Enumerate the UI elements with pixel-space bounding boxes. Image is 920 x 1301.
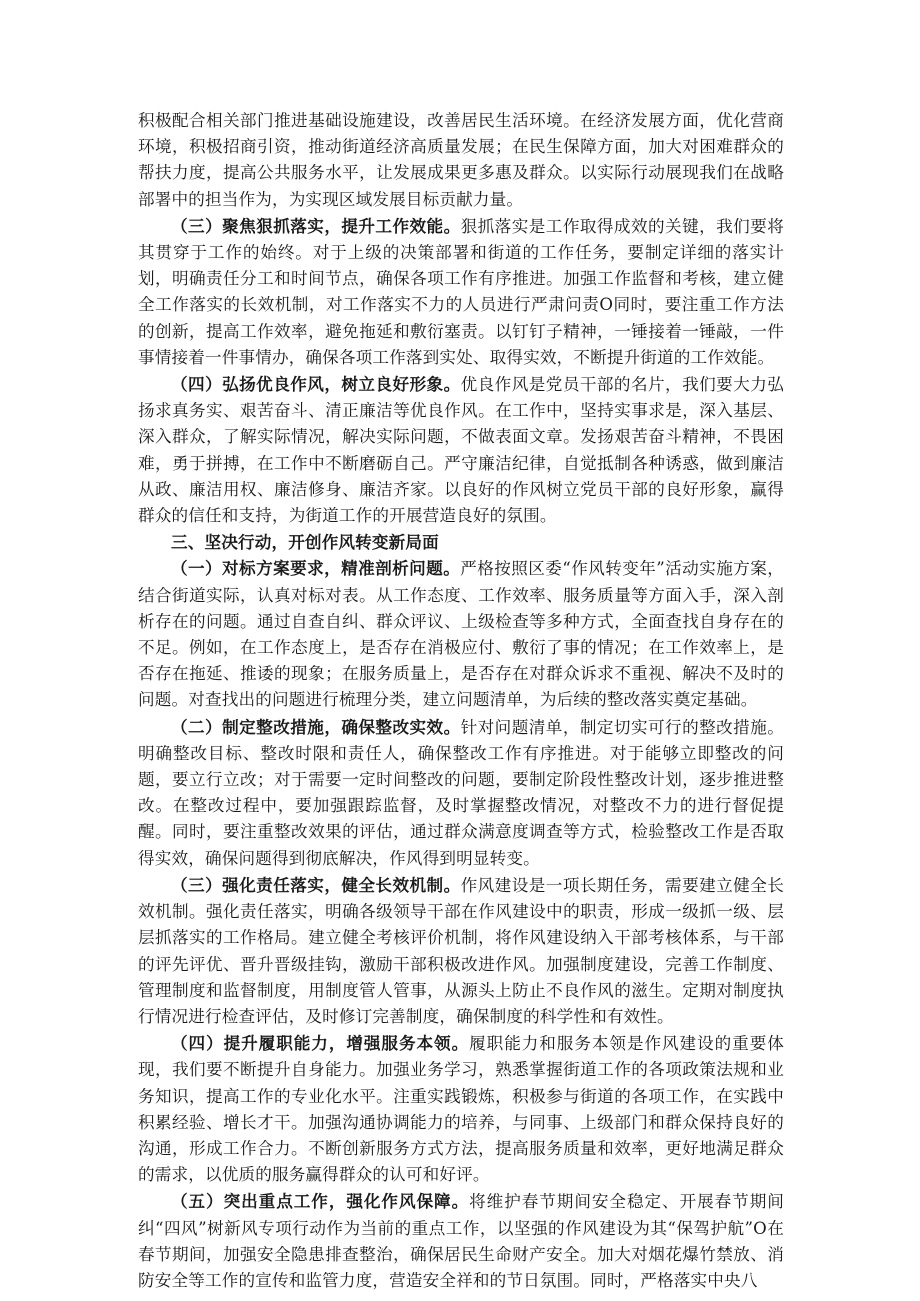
paragraph-text: 针对问题清单，制定切实可行的整改措施。明确整改目标、整改时限和责任人，确保整改工作有序推进。对于能够立即整改的问题，要立行立改；对于需要一定时间整改的问题，要制定阶段性整改计划，逐步推进整改。在整改过程中，要加强跟踪监督，及时掌握整改情况，对整改不力的进行督促提醒。同时，要注重整改效果的评估，通过群众满意度调查等方式，检验整改工作是否取得实效，确保问题得到彻底解决，作风得到明显转变。 — [138, 717, 784, 868]
paragraph-text: 优良作风是党员干部的名片，我们要大力弘扬求真务实、艰苦奋斗、清正廉洁等优良作风。在工作中，坚持实事求是，深入基层、深入群众，了解实际情况，解决实际问题，不做表面文章。发扬艰苦奋斗精神，不畏困难，勇于拼搏，在工作中不断磨砺自己。严守廉洁纪律，自觉抵制各种诱惑，做到廉洁从政、廉洁用权、廉洁修身、廉洁齐家。以良好的作风树立党员干部的良好形象，赢得群众的信任和支持，为街道工作的开展营造良好的氛围。 — [138, 375, 784, 526]
paragraph-text: 履职能力和服务本领是作风建设的重要体现，我们要不断提升自身能力。加强业务学习，熟悉掌握街道工作的各项政策法规和业务知识，提高工作的专业化水平。注重实践锻炼，积极参与街道的各项工作，在实践中积累经验、增长才干。加强沟通协调能力的培养，与同事、上级部门和群众保持良好的沟通，形成工作合力。不断创新服务方式方法，提高服务质量和效率，更好地满足群众的需求，以优质的服务赢得群众的认可和好评。 — [138, 1034, 784, 1185]
paragraph-promote-style — [138, 371, 784, 529]
paragraph-heading: （四）提升履职能力，增强服务本领。 — [171, 1033, 470, 1054]
paragraph-text: 作风建设是一项长期任务，需要建立健全长效机制。强化责任落实，明确各级领导干部在作风建设中的职责，形成一级抓一级、层层抓落实的工作格局。建立健全考核评价机制，将作风建设纳入干部考核体系，与干部的评先评优、晋升晋级挂钩，激励干部积极改进作风。加强制度建设，完善工作制度、管理制度和监督制度，用制度管人管事，从源头上防止不良作风的滋生。定期对制度执行情况进行检查评估，及时修订完善制度，确保制度的科学性和有效性。 — [138, 875, 784, 1026]
paragraph-focus-implementation — [138, 213, 784, 371]
paragraph-heading: （二）制定整改措施，确保整改实效。 — [171, 716, 461, 737]
section-heading-text: 三、坚决行动，开创作风转变新局面 — [171, 532, 439, 553]
paragraph-heading: （五）突出重点工作，强化作风保障。 — [171, 1191, 470, 1212]
paragraph-intro-continuation — [138, 108, 784, 213]
paragraph-text: 将维护春节期间安全稳定、开展春节期间纠“四风”树新风专项行动作为当前的重点工作，以坚强的作风建设为其“保驾护航”O在春节期间，加强安全隐患排查整治，确保居民生命财产安全。加大对烟花爆竹禁放、消防安全等工作的宣传和监管力度，营造安全祥和的节日氛围。同时，严格落实中央八 — [138, 1192, 784, 1290]
paragraph-heading: （四）弘扬优良作风，树立良好形象。 — [171, 374, 461, 395]
document-page — [138, 108, 784, 1294]
section-heading-three — [138, 529, 784, 555]
paragraph-text: 狠抓落实是工作取得成效的关键，我们要将其贯穿于工作的始终。对于上级的决策部署和街道的工作任务，要制定详细的落实计划，明确责任分工和时间节点，确保各项工作有序推进。加强工作监督和考核，建立健全工作落实的长效机制，对工作落实不力的人员进行严肃问责O同时，要注重工作方法的创新，提高工作效率，避免拖延和敷衍塞责。以钉钉子精神，一锤接着一锤敲，一件事情接着一件事情办，确保各项工作落到实处、取得实效，不断提升街道的工作效能。 — [138, 216, 784, 367]
paragraph-analyze-problems — [138, 555, 784, 713]
paragraph-key-work — [138, 1188, 784, 1294]
paragraph-text: 积极配合相关部门推进基础设施建设，改善居民生活环境。在经济发展方面，优化营商环境，积极招商引资，推动街道经济高质量发展；在民生保障方面，加大对困难群众的帮扶力度，提高公共服务水平，让发展成果更多惠及群众。以实际行动展现我们在战略部署中的担当作为，为实现区域发展目标贡献力量。 — [138, 111, 784, 209]
paragraph-capability-service — [138, 1030, 784, 1188]
paragraph-text: 严格按照区委“作风转变年”活动实施方案，结合街道实际，认真对标对表。从工作态度、工作效率、服务质量等方面入手，深入剖析存在的问题。通过自查自纠、群众评议、上级检查等多种方式，全面查找自身存在的不足。例如，在工作态度上，是否存在消极应付、敷衍了事的情况；在工作效率上，是否存在拖延、推诿的现象；在服务质量上，是否存在对群众诉求不重视、解决不及时的问题。对查找出的问题进行梳理分类，建立问题清单，为后续的整改落实奠定基础。 — [138, 559, 784, 710]
paragraph-responsibility-mechanism — [138, 872, 784, 1030]
paragraph-heading: （一）对标方案要求，精准剖析问题。 — [171, 558, 461, 579]
paragraph-heading: （三）聚焦狠抓落实，提升工作效能。 — [171, 215, 461, 236]
paragraph-rectification-measures — [138, 714, 784, 872]
paragraph-heading: （三）强化责任落实，健全长效机制。 — [171, 874, 461, 895]
